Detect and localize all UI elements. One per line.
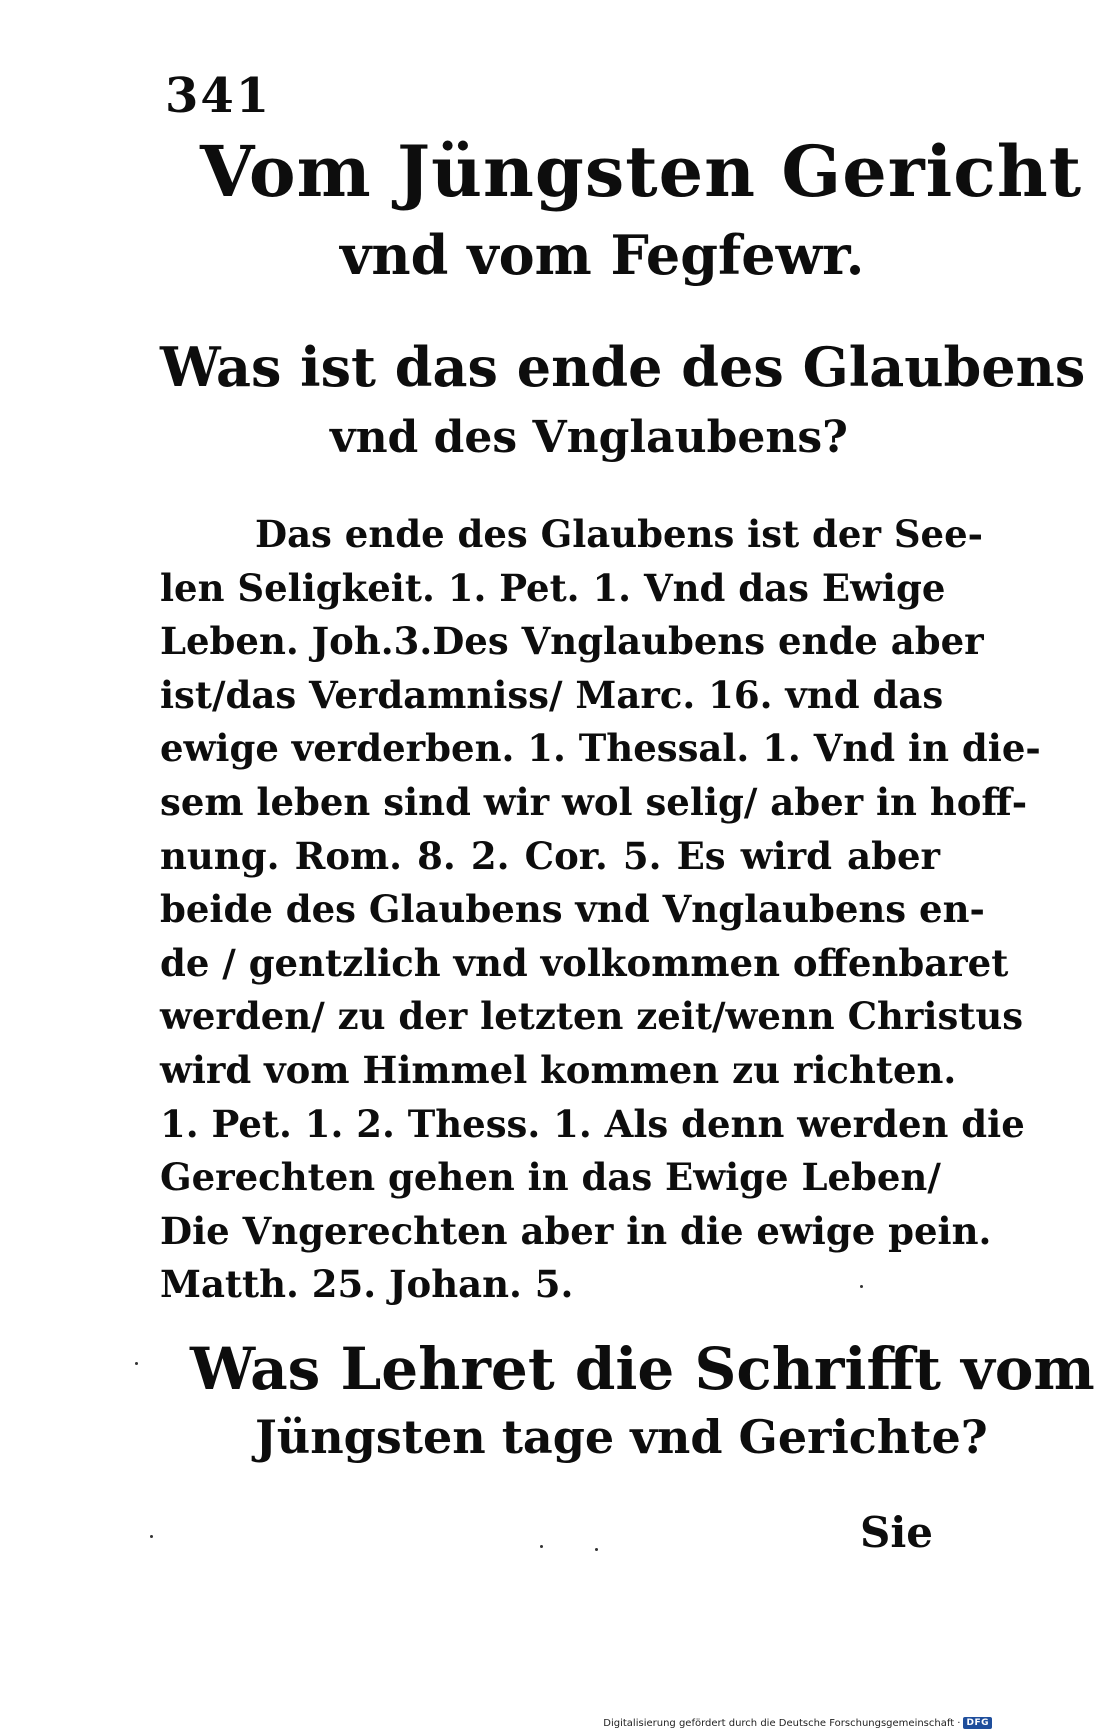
text-line: sem leben sind wir wol selig/ aber in hoff- — [160, 779, 1028, 824]
text-line: ist/das Verdamniss/ Marc. 16. vnd das — [160, 672, 944, 717]
scan-speck — [540, 1545, 543, 1548]
text-line: Gerechten gehen in das Ewige Leben/ — [160, 1155, 941, 1200]
scan-speck — [135, 1362, 138, 1365]
scan-speck — [150, 1535, 153, 1538]
dfg-logo-icon: DFG — [963, 1717, 992, 1729]
text-line: ewige verderben. 1. Thessal. 1. Vnd in die- — [160, 726, 1041, 771]
digitization-footer — [603, 1717, 992, 1729]
question-heading-1-cont: vnd des Vnglaubens? — [330, 412, 848, 463]
chapter-subtitle: vnd vom Fegfewr. — [340, 223, 865, 287]
answer-paragraph — [160, 508, 1041, 1312]
text-line: beide des Glaubens vnd Vnglaubens en- — [160, 887, 985, 932]
text-line: Matth. 25. Johan. 5. — [160, 1262, 574, 1307]
scan-speck — [595, 1548, 598, 1551]
text-line: Das ende des Glaubens ist der See- — [255, 512, 983, 556]
text-line: werden/ zu der letzten zeit/wenn Christus — [160, 994, 1024, 1039]
text-line: Leben. Joh.3.Des Vnglaubens ende aber — [160, 619, 984, 664]
text-line: nung. Rom. 8. 2. Cor. 5. Es wird aber — [160, 833, 940, 878]
chapter-title: Vom Jüngsten Gericht — [200, 130, 1083, 213]
scan-speck — [860, 1285, 863, 1288]
text-line: de / gentzlich vnd volkommen offenbaret — [160, 940, 1009, 985]
text-line: Die Vngerechten aber in die ewige pein. — [160, 1208, 992, 1253]
question-heading-2: Was Lehret die Schrifft vom — [190, 1335, 1095, 1403]
catchword: Sie — [860, 1508, 934, 1557]
text-line: wird vom Himmel kommen zu richten. — [160, 1047, 957, 1092]
question-heading-2-cont: Jüngsten tage vnd Gerichte? — [255, 1410, 988, 1464]
text-line: 1. Pet. 1. 2. Thess. 1. Als denn werden die — [160, 1101, 1025, 1146]
footer-credit: Digitalisierung gefördert durch die Deutsche Forschungsgemeinschaft · — [603, 1717, 961, 1729]
page-number: 341 — [165, 68, 272, 124]
text-line: len Seligkeit. 1. Pet. 1. Vnd das Ewige — [160, 565, 946, 610]
question-heading-1: Was ist das ende des Glaubens — [160, 335, 1086, 399]
